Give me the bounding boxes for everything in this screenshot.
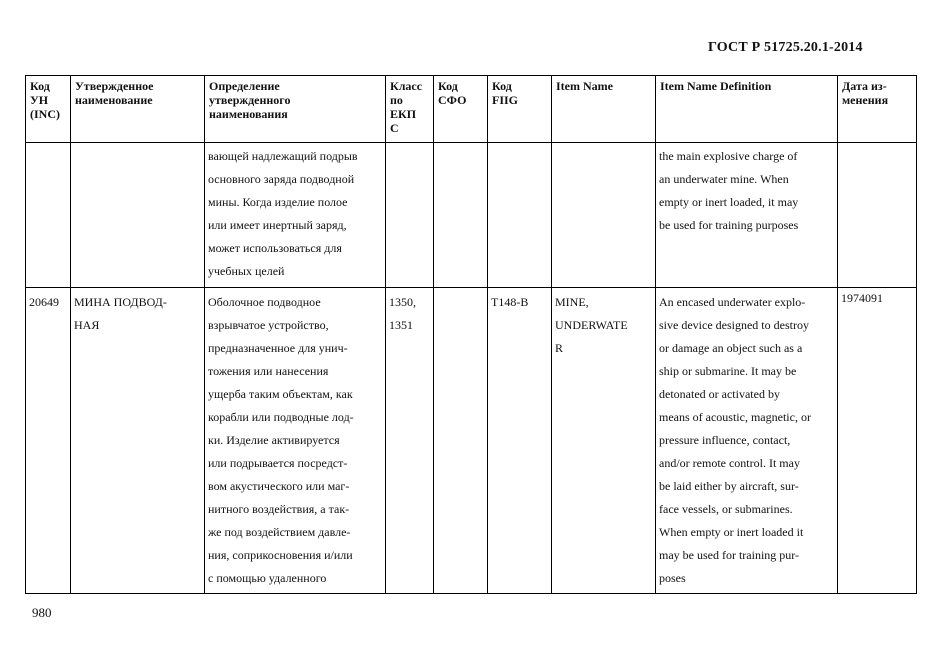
header-item-name-definition: Item Name Definition <box>656 76 838 143</box>
header-definition: Определение утвержденного наименования <box>205 76 386 143</box>
cell-fiig: T148-B <box>488 288 552 594</box>
cell-class <box>386 143 434 288</box>
cell-approved-name <box>71 143 205 288</box>
header-change-date: Дата из- менения <box>838 76 917 143</box>
classification-table <box>25 75 917 594</box>
table-header-row <box>26 76 917 143</box>
header-fiig: Код FIIG <box>488 76 552 143</box>
page-number: 980 <box>32 605 52 620</box>
cell-class: 1350, 1351 <box>386 288 434 594</box>
cell-definition: вающей надлежащий подрыв основного заряда подводной мины. Когда изделие полое или имеет инертный заряд, может использоваться для учебных целей <box>205 143 386 288</box>
cell-item-name-definition: An encased underwater explo- sive device designed to destroy or damage an object such as a ship or submarine. It may be detonated or activated by means of acoustic, magnetic, or pressure influence, contact, and/or remote control. It may be laid either by aircraft, sur- face vessels, or submarines. When empty or inert loaded it may be used for training pur- poses <box>656 288 838 594</box>
header-approved-name: Утвержденное наименование <box>71 76 205 143</box>
header-item-name: Item Name <box>552 76 656 143</box>
header-sfo: Код СФО <box>434 76 488 143</box>
table-row <box>26 288 917 594</box>
cell-item-name <box>552 143 656 288</box>
cell-item-name: MINE, UNDERWATE R <box>552 288 656 594</box>
cell-fiig <box>488 143 552 288</box>
cell-definition: Оболочное подводное взрывчатое устройство, предназначенное для унич- тожения или нанесения ущерба таким объектам, как корабли или подводные лод- ки. Изделие активируется или подрывается посредст- вом акустического или маг- нитного воздействия, а так- же под воздействием давле- ния, соприкосновения и/или с помощью удаленного <box>205 288 386 594</box>
document-code: ГОСТ Р 51725.20.1-2014 <box>708 40 863 55</box>
cell-item-name-definition: the main explosive charge of an underwater mine. When empty or inert loaded, it may be used for training purposes <box>656 143 838 288</box>
cell-inc: 20649 <box>26 288 71 594</box>
table-row <box>26 143 917 288</box>
cell-change-date: 1974091 <box>838 288 917 594</box>
cell-sfo <box>434 143 488 288</box>
cell-change-date <box>838 143 917 288</box>
header-inc: Код УН (INC) <box>26 76 71 143</box>
cell-sfo <box>434 288 488 594</box>
cell-inc <box>26 143 71 288</box>
cell-approved-name: МИНА ПОДВОД- НАЯ <box>71 288 205 594</box>
header-class: Класс по ЕКП С <box>386 76 434 143</box>
